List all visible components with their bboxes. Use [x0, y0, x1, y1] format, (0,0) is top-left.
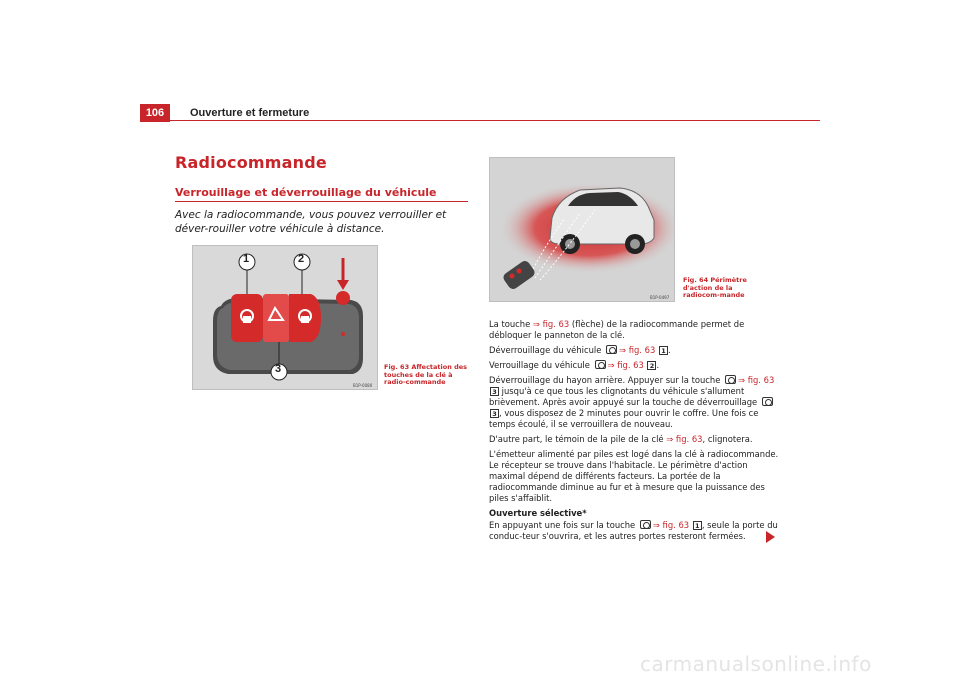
fig-ref[interactable]: ⇒ fig. 63 — [607, 360, 644, 370]
lock-icon — [595, 360, 606, 369]
header-rule — [140, 120, 820, 121]
figure-64-caption: Fig. 64 Périmètre d'action de la radiocom-mande — [683, 276, 747, 299]
paragraph-release: La touche ⇒ fig. 63 (flèche) de la radiocommande permet de débloquer le panneton de la clé. — [489, 319, 745, 340]
subhead-selective: Ouverture sélective* — [489, 508, 587, 518]
paragraph-unlock: Déverrouillage du véhicule ⇒ fig. 63 1 . — [489, 345, 671, 355]
intro-text: Avec la radiocommande, vous pouvez verrouiller et déver-rouiller votre véhicule à distance. — [175, 209, 447, 235]
callout-ref-1: 1 — [693, 521, 702, 530]
car-range-illustration — [490, 158, 675, 302]
callout-1: 1 — [243, 253, 250, 265]
paragraph-selective: En appuyant une fois sur la touche ⇒ fig. 63 1 , seule la porte du conduc-teur s'ouvrira, et les autres portes resteront fermées. — [489, 520, 778, 541]
callout-ref-3: 3 — [490, 409, 499, 418]
paragraph-battery: D'autre part, le témoin de la pile de la clé ⇒ fig. 63, clignotera. — [489, 434, 753, 444]
next-page-arrow-icon[interactable] — [766, 531, 775, 543]
chapter-title: Radiocommande — [175, 153, 327, 172]
fig-ref[interactable]: ⇒ fig. 63 — [532, 319, 570, 329]
callout-ref-2: 2 — [647, 361, 656, 370]
figure-64-car — [489, 157, 675, 302]
unlock-icon — [640, 520, 651, 529]
page-number: 106 — [140, 104, 170, 122]
unlock-icon — [606, 345, 617, 354]
section-title: Verrouillage et déverrouillage du véhicule — [175, 186, 437, 199]
key-illustration — [193, 246, 378, 390]
paragraph-transmitter: L'émetteur alimenté par piles est logé dans la clé à radiocommande. Le récepteur se trouve dans l'habitacle. Le périmètre d'action maximal dépend de différents facteurs. La portée de la radiocommande diminue au fur et à mesure que la puissance des piles s'affaiblit. — [489, 449, 779, 503]
figure-code: B1P-0080 — [353, 383, 373, 388]
figure-code: B1P-0497 — [650, 295, 670, 300]
fig-ref[interactable]: ⇒ fig. 63 — [738, 375, 775, 385]
fig-ref[interactable]: ⇒ fig. 63 — [666, 434, 703, 444]
figure-63-caption: Fig. 63 Affectation des touches de la clé à radio-commande — [384, 363, 468, 386]
running-head: Ouverture et fermeture — [190, 107, 310, 119]
callout-3: 3 — [275, 363, 282, 375]
section-rule — [175, 201, 468, 202]
callout-ref-1: 1 — [659, 346, 668, 355]
tailgate-icon — [762, 397, 773, 406]
body-text — [489, 319, 779, 546]
callout-ref-3: 3 — [490, 387, 499, 396]
tailgate-icon — [725, 375, 736, 384]
callout-2: 2 — [298, 253, 305, 265]
fig-ref[interactable]: ⇒ fig. 63 — [652, 520, 690, 530]
watermark: carmanualsonline.info — [640, 652, 872, 676]
paragraph-lock: Verrouillage du véhicule ⇒ fig. 63 2 . — [489, 360, 660, 370]
fig-ref[interactable]: ⇒ fig. 63 — [619, 345, 656, 355]
figure-63-key — [192, 245, 378, 390]
paragraph-tailgate: Déverrouillage du hayon arrière. Appuyer sur la touche ⇒ fig. 63 3 jusqu'à ce que tous les clignotants du véhicule s'allument brièvement. Après avoir appuyé sur la touche de déverrouillage 3 , vous disposez de 2 minutes pour ouvrir le coffre. Une fois ce temps écoulé, il se verrouillera de nouveau. — [489, 375, 775, 429]
